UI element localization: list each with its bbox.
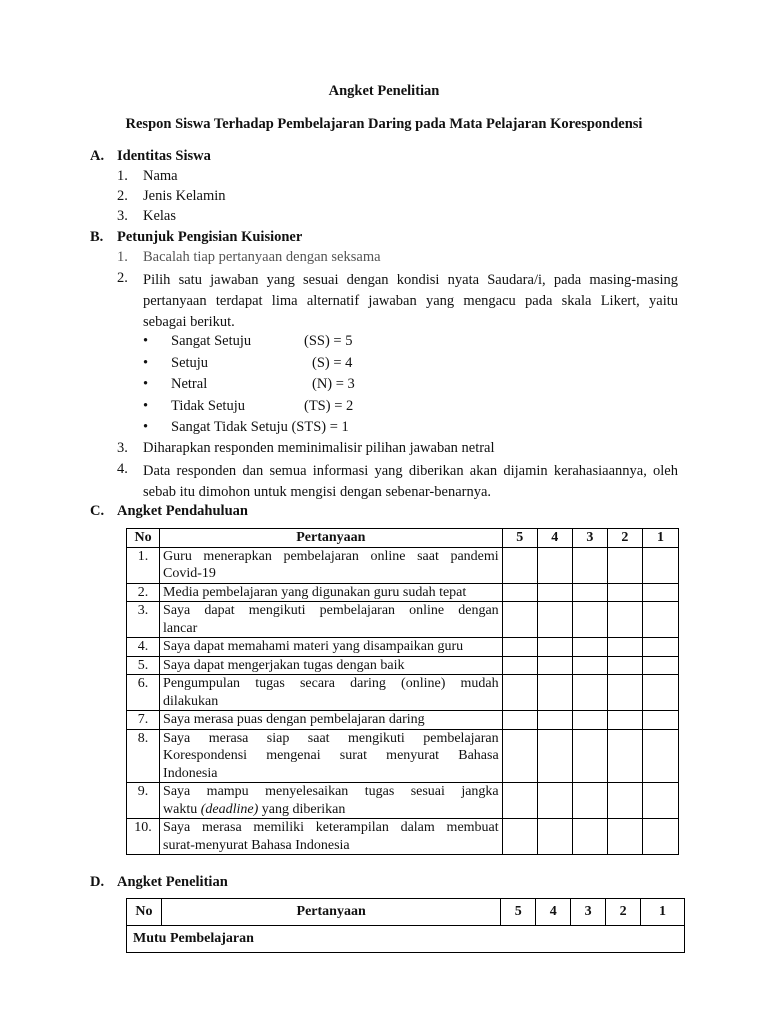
question-line: Saya dapat mengikuti pembelajaran online dengan bbox=[163, 603, 499, 618]
answer-cell-score-2[interactable] bbox=[607, 819, 642, 855]
row-number: 3. bbox=[127, 602, 160, 638]
answer-cell-score-1[interactable] bbox=[642, 602, 678, 638]
instruction-item-3: 3. Diharapkan responden meminimalisir pilihan jawaban netral bbox=[117, 440, 495, 456]
answer-cell-score-4[interactable] bbox=[537, 547, 572, 583]
likert-scale-item: • Sangat Setuju (SS) = 5 bbox=[143, 333, 353, 349]
row-question bbox=[160, 711, 503, 730]
header-score-2: 2 bbox=[607, 529, 642, 548]
instruction-item-2-line-2: pertanyaan terdapat lima alternatif jawaban yang mengacu pada skala Likert, yaitu bbox=[143, 293, 678, 309]
answer-cell-score-5[interactable] bbox=[502, 783, 537, 819]
likert-scale-item: • Tidak Setuju (TS) = 2 bbox=[143, 398, 354, 414]
header-score-1: 1 bbox=[642, 529, 678, 548]
research-questionnaire-table bbox=[126, 898, 685, 953]
answer-cell-score-2[interactable] bbox=[607, 729, 642, 783]
row-question bbox=[160, 675, 503, 711]
question-line: Saya mampu menyelesaikan tugas sesuai jangka bbox=[163, 784, 499, 799]
answer-cell-score-1[interactable] bbox=[642, 819, 678, 855]
row-question bbox=[160, 729, 503, 783]
answer-cell-score-4[interactable] bbox=[537, 583, 572, 602]
page-subtitle: Respon Siswa Terhadap Pembelajaran Daring pada Mata Pelajaran Korespondensi bbox=[125, 116, 643, 132]
answer-cell-score-5[interactable] bbox=[502, 819, 537, 855]
table-row bbox=[127, 711, 679, 730]
question-line: Covid-19 bbox=[163, 566, 216, 581]
question-line: surat-menyurat Bahasa Indonesia bbox=[163, 837, 350, 853]
answer-cell-score-3[interactable] bbox=[572, 638, 607, 657]
header-question: Pertanyaan bbox=[161, 899, 500, 926]
row-number: 5. bbox=[127, 656, 160, 675]
answer-cell-score-3[interactable] bbox=[572, 711, 607, 730]
answer-cell-score-4[interactable] bbox=[537, 675, 572, 711]
instruction-item-2-number: 2. bbox=[117, 270, 128, 286]
table-row bbox=[127, 602, 679, 638]
instruction-item-4-line-1: Data responden dan semua informasi yang diberikan akan dijamin kerahasiaannya, oleh bbox=[143, 463, 678, 479]
header-score-5: 5 bbox=[502, 529, 537, 548]
answer-cell-score-4[interactable] bbox=[537, 711, 572, 730]
answer-cell-score-2[interactable] bbox=[607, 602, 642, 638]
header-score-4: 4 bbox=[536, 899, 571, 926]
answer-cell-score-5[interactable] bbox=[502, 583, 537, 602]
row-number: 2. bbox=[127, 583, 160, 602]
row-question bbox=[160, 547, 503, 583]
header-score-3: 3 bbox=[572, 529, 607, 548]
table-row bbox=[127, 656, 679, 675]
section-a-heading: A. Identitas Siswa bbox=[90, 148, 211, 164]
header-score-1: 1 bbox=[641, 899, 685, 926]
table-header-row bbox=[127, 529, 679, 548]
section-d-heading: D. Angket Penelitian bbox=[90, 874, 228, 890]
question-line: Guru menerapkan pembelajaran online saat pandemi bbox=[163, 548, 499, 564]
row-number: 6. bbox=[127, 675, 160, 711]
row-question bbox=[160, 783, 503, 819]
answer-cell-score-1[interactable] bbox=[642, 675, 678, 711]
table-row bbox=[127, 675, 679, 711]
bullet-icon: • bbox=[143, 355, 149, 371]
question-line: Korespondensi mengenai surat menyurat Bahasa bbox=[163, 748, 499, 763]
header-score-3: 3 bbox=[571, 899, 606, 926]
answer-cell-score-2[interactable] bbox=[607, 638, 642, 657]
row-number: 8. bbox=[127, 729, 160, 783]
answer-cell-score-1[interactable] bbox=[642, 711, 678, 730]
row-question bbox=[160, 583, 503, 602]
answer-cell-score-2[interactable] bbox=[607, 547, 642, 583]
answer-cell-score-1[interactable] bbox=[642, 729, 678, 783]
table-header-row bbox=[127, 899, 685, 926]
group-row bbox=[127, 926, 685, 953]
instruction-item-1: 1. Bacalah tiap pertanyaan dengan seksama bbox=[117, 249, 381, 265]
question-line: Pengumpulan tugas secara daring (online) mudah bbox=[163, 676, 499, 691]
answer-cell-score-4[interactable] bbox=[537, 602, 572, 638]
row-number: 9. bbox=[127, 783, 160, 819]
question-line: lancar bbox=[163, 620, 198, 636]
question-line: Saya merasa siap saat mengikuti pembelajaran bbox=[163, 730, 499, 746]
question-line: Saya merasa puas dengan pembelajaran daring bbox=[163, 712, 425, 727]
question-line: Indonesia bbox=[163, 765, 218, 781]
answer-cell-score-2[interactable] bbox=[607, 656, 642, 675]
answer-cell-score-1[interactable] bbox=[642, 547, 678, 583]
answer-cell-score-3[interactable] bbox=[572, 675, 607, 711]
header-no: No bbox=[127, 899, 162, 926]
section-b-heading: B. Petunjuk Pengisian Kuisioner bbox=[90, 229, 303, 245]
instruction-item-2-line-1: Pilih satu jawaban yang sesuai dengan kondisi nyata Saudara/i, pada masing-masing bbox=[143, 272, 678, 288]
answer-cell-score-1[interactable] bbox=[642, 583, 678, 602]
answer-cell-score-2[interactable] bbox=[607, 711, 642, 730]
header-score-2: 2 bbox=[606, 899, 641, 926]
row-number: 4. bbox=[127, 638, 160, 657]
answer-cell-score-4[interactable] bbox=[537, 783, 572, 819]
bullet-icon: • bbox=[143, 398, 149, 414]
row-question bbox=[160, 656, 503, 675]
instruction-item-2-line-3: sebagai berikut. bbox=[143, 314, 235, 330]
answer-cell-score-5[interactable] bbox=[502, 729, 537, 783]
table-row bbox=[127, 783, 679, 819]
table-row bbox=[127, 819, 679, 855]
answer-cell-score-2[interactable] bbox=[607, 675, 642, 711]
page-title: Angket Penelitian bbox=[328, 83, 440, 99]
bullet-icon: • bbox=[143, 333, 149, 349]
answer-cell-score-2[interactable] bbox=[607, 783, 642, 819]
header-no: No bbox=[127, 529, 160, 548]
answer-cell-score-5[interactable] bbox=[502, 656, 537, 675]
row-number: 1. bbox=[127, 547, 160, 583]
likert-scale-item: • Netral (N) = 3 bbox=[143, 376, 355, 392]
row-number: 10. bbox=[127, 819, 160, 855]
question-line: Saya merasa memiliki keterampilan dalam membuat bbox=[163, 820, 499, 835]
instruction-item-4-number: 4. bbox=[117, 461, 128, 477]
header-question: Pertanyaan bbox=[160, 529, 503, 548]
question-line: dilakukan bbox=[163, 693, 219, 709]
table-row bbox=[127, 583, 679, 602]
table-row bbox=[127, 547, 679, 583]
answer-cell-score-1[interactable] bbox=[642, 783, 678, 819]
identity-item-jenis-kelamin: 2. Jenis Kelamin bbox=[117, 188, 226, 204]
question-line: Saya dapat mengerjakan tugas dengan baik bbox=[163, 657, 405, 673]
row-question bbox=[160, 819, 503, 855]
identity-item-nama: 1. Nama bbox=[117, 168, 178, 184]
answer-cell-score-5[interactable] bbox=[502, 711, 537, 730]
answer-cell-score-1[interactable] bbox=[642, 656, 678, 675]
answer-cell-score-5[interactable] bbox=[502, 602, 537, 638]
question-line: Media pembelajaran yang digunakan guru sudah tepat bbox=[163, 584, 467, 600]
group-label-mutu-pembelajaran: Mutu Pembelajaran bbox=[127, 926, 685, 953]
row-question bbox=[160, 638, 503, 657]
row-number: 7. bbox=[127, 711, 160, 730]
answer-cell-score-3[interactable] bbox=[572, 819, 607, 855]
bullet-icon: • bbox=[143, 376, 149, 392]
answer-cell-score-5[interactable] bbox=[502, 638, 537, 657]
answer-cell-score-3[interactable] bbox=[572, 547, 607, 583]
row-question bbox=[160, 602, 503, 638]
answer-cell-score-3[interactable] bbox=[572, 783, 607, 819]
answer-cell-score-3[interactable] bbox=[572, 656, 607, 675]
answer-cell-score-5[interactable] bbox=[502, 675, 537, 711]
answer-cell-score-3[interactable] bbox=[572, 602, 607, 638]
identity-item-kelas: 3. Kelas bbox=[117, 208, 177, 224]
answer-cell-score-3[interactable] bbox=[572, 729, 607, 783]
answer-cell-score-1[interactable] bbox=[642, 638, 678, 657]
answer-cell-score-4[interactable] bbox=[537, 729, 572, 783]
question-line: Saya dapat memahami materi yang disampaikan guru bbox=[163, 639, 464, 654]
answer-cell-score-4[interactable] bbox=[537, 656, 572, 675]
section-c-heading: C. Angket Pendahuluan bbox=[90, 503, 248, 519]
instruction-item-4-line-2: sebab itu dimohon untuk mengisi dengan sebenar-benarnya. bbox=[143, 484, 492, 500]
answer-cell-score-2[interactable] bbox=[607, 583, 642, 602]
answer-cell-score-4[interactable] bbox=[537, 819, 572, 855]
answer-cell-score-3[interactable] bbox=[572, 583, 607, 602]
header-score-4: 4 bbox=[537, 529, 572, 548]
table-row bbox=[127, 729, 679, 783]
question-line: waktu (deadline) yang diberikan bbox=[163, 801, 346, 817]
table-row bbox=[127, 638, 679, 657]
likert-scale-item: • Setuju (S) = 4 bbox=[143, 355, 353, 371]
preliminary-questionnaire-table bbox=[126, 528, 679, 855]
answer-cell-score-5[interactable] bbox=[502, 547, 537, 583]
answer-cell-score-4[interactable] bbox=[537, 638, 572, 657]
likert-scale-item: • Sangat Tidak Setuju (STS) = 1 bbox=[143, 419, 349, 435]
bullet-icon: • bbox=[143, 419, 149, 435]
header-score-5: 5 bbox=[501, 899, 536, 926]
